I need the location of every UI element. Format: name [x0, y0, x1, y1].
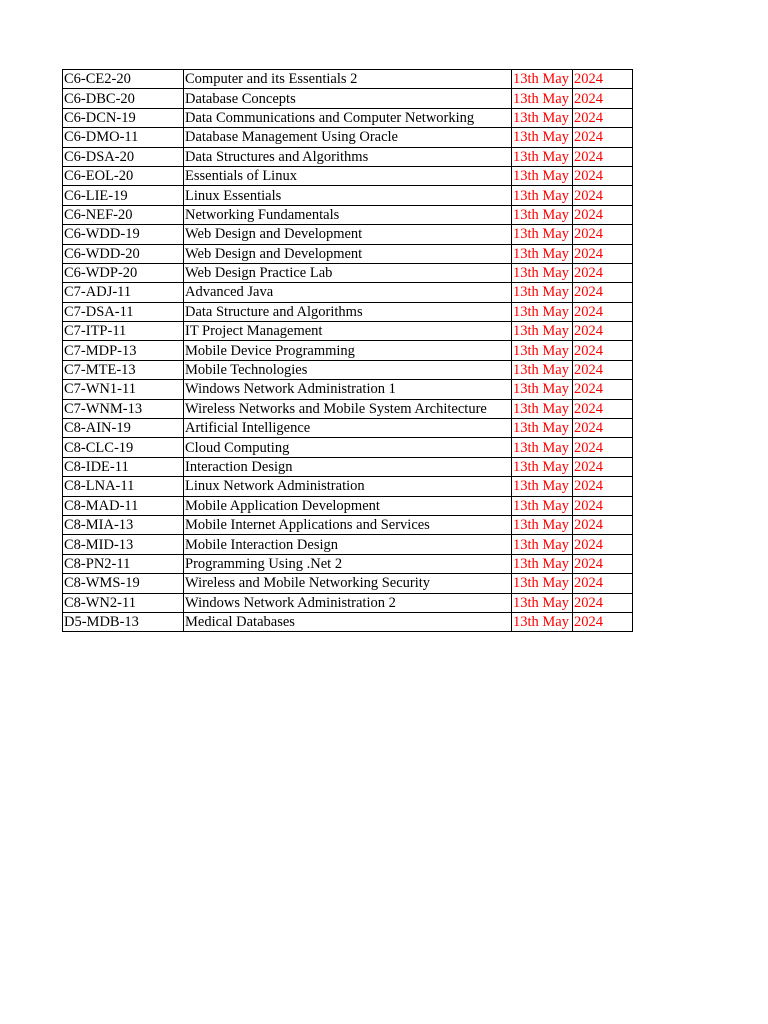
exam-date-cell: 13th May [512, 147, 573, 166]
course-title-cell: Web Design and Development [184, 225, 512, 244]
exam-year-cell: 2024 [573, 302, 633, 321]
exam-year-cell: 2024 [573, 147, 633, 166]
exam-date-cell: 13th May [512, 438, 573, 457]
exam-date-cell: 13th May [512, 341, 573, 360]
course-code-cell: C7-WNM-13 [63, 399, 184, 418]
exam-date-cell: 13th May [512, 593, 573, 612]
exam-date-cell: 13th May [512, 186, 573, 205]
exam-year-cell: 2024 [573, 612, 633, 631]
course-title-cell: Wireless Networks and Mobile System Architecture [184, 399, 512, 418]
course-code-cell: C6-WDD-19 [63, 225, 184, 244]
exam-year-cell: 2024 [573, 341, 633, 360]
table-row [63, 496, 633, 515]
exam-year-cell: 2024 [573, 225, 633, 244]
table-row [63, 360, 633, 379]
course-schedule-table [62, 69, 633, 632]
exam-year-cell: 2024 [573, 360, 633, 379]
course-title-cell: Mobile Interaction Design [184, 535, 512, 554]
table-row [63, 477, 633, 496]
exam-date-cell: 13th May [512, 89, 573, 108]
exam-year-cell: 2024 [573, 89, 633, 108]
exam-date-cell: 13th May [512, 380, 573, 399]
exam-date-cell: 13th May [512, 477, 573, 496]
course-code-cell: C6-DBC-20 [63, 89, 184, 108]
exam-date-cell: 13th May [512, 302, 573, 321]
table-row [63, 574, 633, 593]
course-title-cell: Windows Network Administration 1 [184, 380, 512, 399]
exam-date-cell: 13th May [512, 574, 573, 593]
exam-year-cell: 2024 [573, 263, 633, 282]
course-code-cell: C8-PN2-11 [63, 554, 184, 573]
table-row [63, 108, 633, 127]
exam-year-cell: 2024 [573, 322, 633, 341]
table-row [63, 419, 633, 438]
course-code-cell: C7-MTE-13 [63, 360, 184, 379]
course-title-cell: Mobile Application Development [184, 496, 512, 515]
exam-date-cell: 13th May [512, 205, 573, 224]
exam-date-cell: 13th May [512, 535, 573, 554]
table-row [63, 535, 633, 554]
exam-year-cell: 2024 [573, 283, 633, 302]
exam-year-cell: 2024 [573, 128, 633, 147]
course-code-cell: C7-ADJ-11 [63, 283, 184, 302]
exam-date-cell: 13th May [512, 399, 573, 418]
table-row [63, 438, 633, 457]
table-row [63, 263, 633, 282]
course-title-cell: Data Communications and Computer Networking [184, 108, 512, 127]
course-title-cell: IT Project Management [184, 322, 512, 341]
course-code-cell: C7-WN1-11 [63, 380, 184, 399]
exam-date-cell: 13th May [512, 225, 573, 244]
exam-year-cell: 2024 [573, 186, 633, 205]
exam-date-cell: 13th May [512, 496, 573, 515]
course-code-cell: C6-LIE-19 [63, 186, 184, 205]
course-title-cell: Database Management Using Oracle [184, 128, 512, 147]
table-row [63, 244, 633, 263]
course-title-cell: Wireless and Mobile Networking Security [184, 574, 512, 593]
table-row [63, 380, 633, 399]
course-title-cell: Mobile Technologies [184, 360, 512, 379]
table-row [63, 515, 633, 534]
course-title-cell: Web Design Practice Lab [184, 263, 512, 282]
course-title-cell: Networking Fundamentals [184, 205, 512, 224]
exam-year-cell: 2024 [573, 438, 633, 457]
exam-date-cell: 13th May [512, 108, 573, 127]
exam-date-cell: 13th May [512, 612, 573, 631]
table-row [63, 593, 633, 612]
course-code-cell: C8-IDE-11 [63, 457, 184, 476]
exam-date-cell: 13th May [512, 128, 573, 147]
exam-year-cell: 2024 [573, 535, 633, 554]
course-code-cell: C8-LNA-11 [63, 477, 184, 496]
table-row [63, 147, 633, 166]
course-title-cell: Mobile Device Programming [184, 341, 512, 360]
table-row [63, 283, 633, 302]
course-code-cell: C8-MAD-11 [63, 496, 184, 515]
course-code-cell: C6-DMO-11 [63, 128, 184, 147]
exam-date-cell: 13th May [512, 360, 573, 379]
course-code-cell: C6-EOL-20 [63, 166, 184, 185]
exam-date-cell: 13th May [512, 419, 573, 438]
table-row [63, 186, 633, 205]
table-row [63, 302, 633, 321]
course-title-cell: Essentials of Linux [184, 166, 512, 185]
table-row [63, 399, 633, 418]
course-title-cell: Database Concepts [184, 89, 512, 108]
course-code-cell: C6-DCN-19 [63, 108, 184, 127]
exam-date-cell: 13th May [512, 283, 573, 302]
exam-year-cell: 2024 [573, 205, 633, 224]
course-code-cell: D5-MDB-13 [63, 612, 184, 631]
exam-year-cell: 2024 [573, 574, 633, 593]
table-row [63, 225, 633, 244]
course-table-body [63, 70, 633, 632]
course-title-cell: Data Structures and Algorithms [184, 147, 512, 166]
exam-year-cell: 2024 [573, 554, 633, 573]
course-code-cell: C6-CE2-20 [63, 70, 184, 89]
table-row [63, 89, 633, 108]
course-code-cell: C8-AIN-19 [63, 419, 184, 438]
exam-year-cell: 2024 [573, 477, 633, 496]
course-title-cell: Interaction Design [184, 457, 512, 476]
exam-date-cell: 13th May [512, 166, 573, 185]
exam-date-cell: 13th May [512, 322, 573, 341]
course-title-cell: Linux Essentials [184, 186, 512, 205]
course-code-cell: C8-WN2-11 [63, 593, 184, 612]
course-title-cell: Programming Using .Net 2 [184, 554, 512, 573]
exam-date-cell: 13th May [512, 554, 573, 573]
course-code-cell: C6-WDP-20 [63, 263, 184, 282]
course-title-cell: Mobile Internet Applications and Services [184, 515, 512, 534]
table-row [63, 166, 633, 185]
exam-date-cell: 13th May [512, 515, 573, 534]
course-code-cell: C8-MID-13 [63, 535, 184, 554]
course-title-cell: Cloud Computing [184, 438, 512, 457]
exam-year-cell: 2024 [573, 593, 633, 612]
course-title-cell: Linux Network Administration [184, 477, 512, 496]
course-title-cell: Web Design and Development [184, 244, 512, 263]
exam-year-cell: 2024 [573, 380, 633, 399]
course-code-cell: C6-DSA-20 [63, 147, 184, 166]
course-title-cell: Medical Databases [184, 612, 512, 631]
course-code-cell: C6-NEF-20 [63, 205, 184, 224]
exam-year-cell: 2024 [573, 166, 633, 185]
course-title-cell: Advanced Java [184, 283, 512, 302]
exam-year-cell: 2024 [573, 457, 633, 476]
exam-date-cell: 13th May [512, 70, 573, 89]
table-row [63, 612, 633, 631]
course-title-cell: Windows Network Administration 2 [184, 593, 512, 612]
exam-year-cell: 2024 [573, 399, 633, 418]
course-title-cell: Artificial Intelligence [184, 419, 512, 438]
exam-year-cell: 2024 [573, 244, 633, 263]
course-code-cell: C7-DSA-11 [63, 302, 184, 321]
course-code-cell: C7-ITP-11 [63, 322, 184, 341]
exam-date-cell: 13th May [512, 244, 573, 263]
table-row [63, 341, 633, 360]
course-code-cell: C8-MIA-13 [63, 515, 184, 534]
course-code-cell: C6-WDD-20 [63, 244, 184, 263]
table-row [63, 128, 633, 147]
table-row [63, 205, 633, 224]
table-row [63, 457, 633, 476]
exam-date-cell: 13th May [512, 457, 573, 476]
exam-date-cell: 13th May [512, 263, 573, 282]
course-title-cell: Data Structure and Algorithms [184, 302, 512, 321]
exam-year-cell: 2024 [573, 419, 633, 438]
course-title-cell: Computer and its Essentials 2 [184, 70, 512, 89]
exam-year-cell: 2024 [573, 108, 633, 127]
exam-year-cell: 2024 [573, 70, 633, 89]
course-code-cell: C8-WMS-19 [63, 574, 184, 593]
exam-year-cell: 2024 [573, 515, 633, 534]
table-row [63, 322, 633, 341]
course-code-cell: C8-CLC-19 [63, 438, 184, 457]
exam-year-cell: 2024 [573, 496, 633, 515]
table-row [63, 554, 633, 573]
table-row [63, 70, 633, 89]
course-code-cell: C7-MDP-13 [63, 341, 184, 360]
